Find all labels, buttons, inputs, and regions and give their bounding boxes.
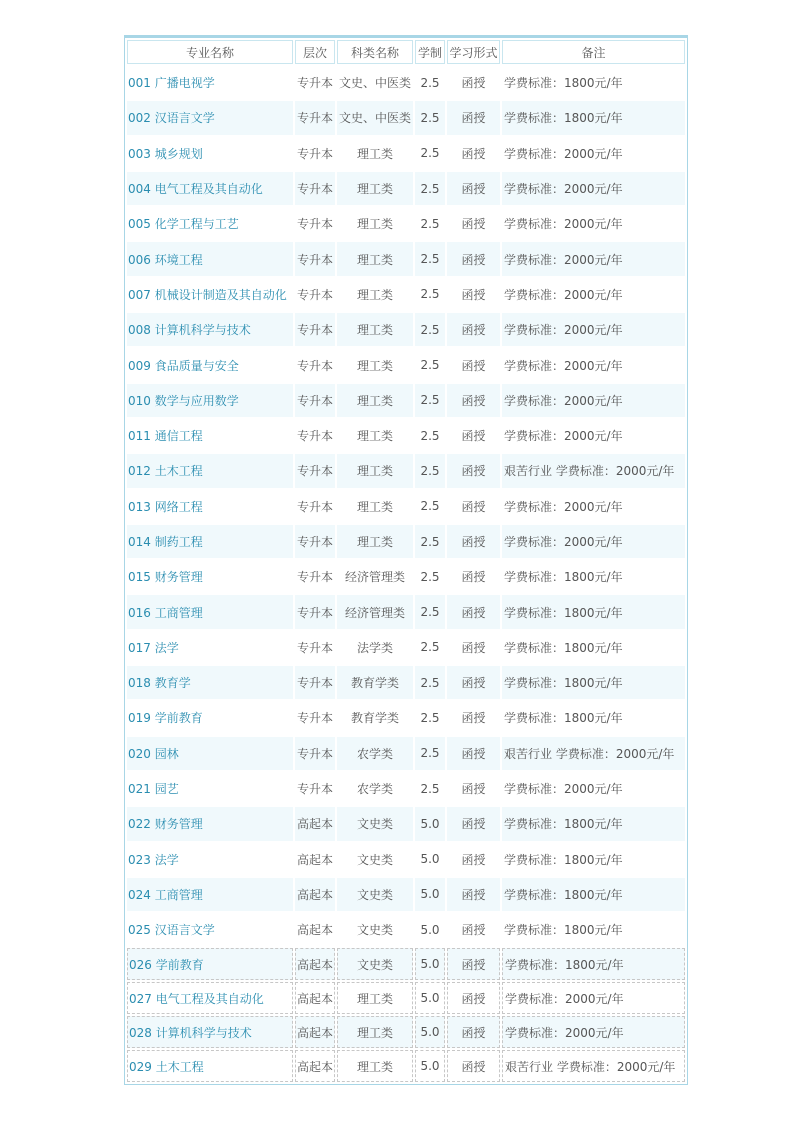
major-name-link[interactable]: 024 工商管理 bbox=[127, 878, 293, 911]
level-cell: 专升本 bbox=[296, 570, 333, 585]
study-mode-cell: 函授 bbox=[447, 1016, 500, 1048]
program-table bbox=[125, 38, 687, 1084]
level-cell: 专升本 bbox=[296, 358, 333, 373]
remarks-cell: 学费标准：1800元/年 bbox=[502, 101, 685, 134]
remarks-cell: 学费标准：2000元/年 bbox=[502, 384, 685, 417]
duration-cell: 5.0 bbox=[420, 852, 440, 867]
major-name-link[interactable]: 002 汉语言文学 bbox=[127, 101, 293, 134]
major-name-link[interactable]: 004 电气工程及其自动化 bbox=[127, 172, 293, 205]
level-cell: 高起本 bbox=[295, 1016, 335, 1048]
study-mode-cell: 函授 bbox=[461, 429, 486, 444]
study-mode-cell: 函授 bbox=[447, 982, 500, 1014]
category-cell: 理工类 bbox=[337, 454, 413, 487]
study-mode-cell: 函授 bbox=[447, 948, 500, 980]
category-cell: 理工类 bbox=[356, 287, 393, 302]
table-row bbox=[127, 278, 685, 311]
major-name-link[interactable]: 021 园艺 bbox=[128, 782, 179, 797]
table-row bbox=[127, 101, 685, 134]
duration-cell: 2.5 bbox=[420, 710, 440, 725]
major-name-link[interactable]: 011 通信工程 bbox=[128, 429, 203, 444]
duration-cell: 2.5 bbox=[415, 242, 445, 275]
level-cell: 专升本 bbox=[296, 287, 333, 302]
major-name-link[interactable]: 013 网络工程 bbox=[128, 499, 203, 514]
major-name-link[interactable]: 026 学前教育 bbox=[127, 948, 293, 980]
category-cell: 农学类 bbox=[337, 737, 413, 770]
header-major-name: 专业名称 bbox=[127, 40, 293, 64]
table-row bbox=[127, 595, 685, 628]
table-header-row bbox=[127, 40, 685, 64]
table-row bbox=[127, 807, 685, 840]
duration-cell: 2.5 bbox=[420, 75, 440, 90]
duration-cell: 2.5 bbox=[415, 384, 445, 417]
category-cell: 理工类 bbox=[337, 242, 413, 275]
duration-cell: 2.5 bbox=[420, 358, 440, 373]
study-mode-cell: 函授 bbox=[447, 525, 500, 558]
category-cell: 文史类 bbox=[337, 807, 413, 840]
program-table-container bbox=[124, 35, 688, 1085]
study-mode-cell: 函授 bbox=[461, 76, 486, 91]
major-name-link[interactable]: 007 机械设计制造及其自动化 bbox=[128, 287, 287, 302]
level-cell: 专升本 bbox=[296, 782, 333, 797]
level-cell: 高起本 bbox=[296, 852, 333, 867]
remarks-cell: 学费标准：1800元/年 bbox=[504, 711, 623, 726]
duration-cell: 5.0 bbox=[415, 807, 445, 840]
table-row bbox=[127, 172, 685, 205]
study-mode-cell: 函授 bbox=[447, 595, 500, 628]
level-cell: 高起本 bbox=[295, 807, 335, 840]
category-cell: 理工类 bbox=[356, 358, 393, 373]
table-row bbox=[127, 419, 685, 452]
major-name-link[interactable]: 029 土木工程 bbox=[127, 1050, 293, 1082]
duration-cell: 2.5 bbox=[415, 595, 445, 628]
major-name-link[interactable]: 018 教育学 bbox=[127, 666, 293, 699]
study-mode-cell: 函授 bbox=[447, 807, 500, 840]
level-cell: 专升本 bbox=[295, 384, 335, 417]
study-mode-cell: 函授 bbox=[447, 454, 500, 487]
major-name-link[interactable]: 016 工商管理 bbox=[127, 595, 293, 628]
table-row bbox=[127, 348, 685, 381]
remarks-cell: 学费标准：1800元/年 bbox=[504, 640, 623, 655]
category-cell: 法学类 bbox=[356, 640, 393, 655]
study-mode-cell: 函授 bbox=[447, 313, 500, 346]
remarks-cell: 学费标准：1800元/年 bbox=[502, 595, 685, 628]
remarks-cell: 学费标准：2000元/年 bbox=[502, 313, 685, 346]
study-mode-cell: 函授 bbox=[447, 101, 500, 134]
remarks-cell: 学费标准：1800元/年 bbox=[502, 807, 685, 840]
study-mode-cell: 函授 bbox=[447, 242, 500, 275]
duration-cell: 2.5 bbox=[420, 146, 440, 161]
category-cell: 经济管理类 bbox=[344, 570, 405, 585]
study-mode-cell: 函授 bbox=[461, 782, 486, 797]
level-cell: 专升本 bbox=[295, 313, 335, 346]
level-cell: 专升本 bbox=[295, 525, 335, 558]
category-cell: 理工类 bbox=[337, 982, 413, 1014]
study-mode-cell: 函授 bbox=[461, 499, 486, 514]
remarks-cell: 学费标准：2000元/年 bbox=[504, 146, 623, 161]
duration-cell: 2.5 bbox=[415, 737, 445, 770]
category-cell: 教育学类 bbox=[350, 711, 399, 726]
table-row bbox=[127, 701, 685, 734]
remarks-cell: 学费标准：1800元/年 bbox=[502, 878, 685, 911]
remarks-cell: 学费标准：1800元/年 bbox=[502, 666, 685, 699]
category-cell: 农学类 bbox=[356, 782, 393, 797]
category-cell: 理工类 bbox=[356, 146, 393, 161]
category-cell: 文史类 bbox=[356, 852, 393, 867]
category-cell: 文史、中医类 bbox=[338, 76, 411, 91]
table-row bbox=[127, 982, 685, 1014]
header-category: 科类名称 bbox=[337, 40, 413, 64]
level-cell: 专升本 bbox=[296, 429, 333, 444]
duration-cell: 2.5 bbox=[415, 172, 445, 205]
table-row bbox=[127, 560, 685, 593]
category-cell: 文史、中医类 bbox=[337, 101, 413, 134]
table-row bbox=[127, 666, 685, 699]
major-name-link[interactable]: 008 计算机科学与技术 bbox=[127, 313, 293, 346]
header-duration: 学制 bbox=[415, 40, 445, 64]
table-row bbox=[127, 384, 685, 417]
header-study-mode: 学习形式 bbox=[447, 40, 500, 64]
table-row bbox=[127, 772, 685, 805]
major-name-link[interactable]: 028 计算机科学与技术 bbox=[127, 1016, 293, 1048]
duration-cell: 5.0 bbox=[420, 922, 440, 937]
remarks-cell: 学费标准：2000元/年 bbox=[502, 242, 685, 275]
major-name-link[interactable]: 025 汉语言文学 bbox=[128, 923, 215, 938]
major-name-link[interactable]: 005 化学工程与工艺 bbox=[128, 217, 239, 232]
major-name-link[interactable]: 020 园林 bbox=[127, 737, 293, 770]
table-row bbox=[127, 1016, 685, 1048]
level-cell: 专升本 bbox=[295, 666, 335, 699]
level-cell: 专升本 bbox=[296, 711, 333, 726]
study-mode-cell: 函授 bbox=[461, 852, 486, 867]
category-cell: 理工类 bbox=[337, 384, 413, 417]
table-body bbox=[127, 66, 685, 1082]
duration-cell: 2.5 bbox=[420, 287, 440, 302]
level-cell: 高起本 bbox=[296, 923, 333, 938]
table-row bbox=[127, 66, 685, 99]
level-cell: 专升本 bbox=[296, 76, 333, 91]
study-mode-cell: 函授 bbox=[461, 570, 486, 585]
category-cell: 文史类 bbox=[337, 878, 413, 911]
major-name-link[interactable]: 001 广播电视学 bbox=[128, 76, 215, 91]
table-row bbox=[127, 878, 685, 911]
level-cell: 专升本 bbox=[296, 146, 333, 161]
duration-cell: 5.0 bbox=[415, 1016, 445, 1048]
duration-cell: 2.5 bbox=[420, 569, 440, 584]
remarks-cell: 学费标准：2000元/年 bbox=[504, 217, 623, 232]
study-mode-cell: 函授 bbox=[447, 666, 500, 699]
remarks-cell: 学费标准：2000元/年 bbox=[502, 525, 685, 558]
duration-cell: 5.0 bbox=[415, 948, 445, 980]
major-name-link[interactable]: 009 食品质量与安全 bbox=[128, 358, 239, 373]
duration-cell: 2.5 bbox=[415, 666, 445, 699]
category-cell: 理工类 bbox=[337, 1016, 413, 1048]
major-name-link[interactable]: 015 财务管理 bbox=[128, 570, 203, 585]
level-cell: 高起本 bbox=[295, 948, 335, 980]
duration-cell: 5.0 bbox=[415, 878, 445, 911]
table-row bbox=[127, 1050, 685, 1082]
level-cell: 专升本 bbox=[296, 217, 333, 232]
major-name-link[interactable]: 027 电气工程及其自动化 bbox=[127, 982, 293, 1014]
remarks-cell: 学费标准：2000元/年 bbox=[502, 982, 685, 1014]
category-cell: 理工类 bbox=[356, 499, 393, 514]
major-name-link[interactable]: 010 数学与应用数学 bbox=[127, 384, 293, 417]
major-name-link[interactable]: 003 城乡规划 bbox=[128, 146, 203, 161]
major-name-link[interactable]: 019 学前教育 bbox=[128, 711, 203, 726]
duration-cell: 2.5 bbox=[420, 781, 440, 796]
duration-cell: 2.5 bbox=[420, 216, 440, 231]
table-row bbox=[127, 313, 685, 346]
level-cell: 高起本 bbox=[295, 982, 335, 1014]
study-mode-cell: 函授 bbox=[461, 358, 486, 373]
table-row bbox=[127, 242, 685, 275]
category-cell: 理工类 bbox=[337, 1050, 413, 1082]
remarks-cell: 学费标准：1800元/年 bbox=[504, 570, 623, 585]
remarks-cell: 艰苦行业 学费标准：2000元/年 bbox=[502, 737, 685, 770]
remarks-cell: 学费标准：1800元/年 bbox=[504, 76, 623, 91]
category-cell: 理工类 bbox=[356, 217, 393, 232]
duration-cell: 5.0 bbox=[415, 982, 445, 1014]
table-row bbox=[127, 490, 685, 523]
study-mode-cell: 函授 bbox=[447, 172, 500, 205]
level-cell: 专升本 bbox=[295, 172, 335, 205]
duration-cell: 2.5 bbox=[420, 428, 440, 443]
study-mode-cell: 函授 bbox=[461, 923, 486, 938]
study-mode-cell: 函授 bbox=[461, 287, 486, 302]
level-cell: 高起本 bbox=[295, 1050, 335, 1082]
duration-cell: 5.0 bbox=[415, 1050, 445, 1082]
table-row bbox=[127, 631, 685, 664]
category-cell: 理工类 bbox=[337, 172, 413, 205]
table-row bbox=[127, 137, 685, 170]
major-name-link[interactable]: 017 法学 bbox=[128, 640, 179, 655]
major-name-link[interactable]: 022 财务管理 bbox=[127, 807, 293, 840]
duration-cell: 2.5 bbox=[415, 454, 445, 487]
remarks-cell: 学费标准：1800元/年 bbox=[504, 852, 623, 867]
study-mode-cell: 函授 bbox=[461, 711, 486, 726]
remarks-cell: 艰苦行业 学费标准：2000元/年 bbox=[502, 454, 685, 487]
remarks-cell: 学费标准：1800元/年 bbox=[502, 948, 685, 980]
duration-cell: 2.5 bbox=[415, 313, 445, 346]
remarks-cell: 学费标准：1800元/年 bbox=[504, 923, 623, 938]
remarks-cell: 学费标准：2000元/年 bbox=[504, 358, 623, 373]
table-row bbox=[127, 525, 685, 558]
study-mode-cell: 函授 bbox=[447, 384, 500, 417]
remarks-cell: 艰苦行业 学费标准：2000元/年 bbox=[502, 1050, 685, 1082]
duration-cell: 2.5 bbox=[415, 101, 445, 134]
category-cell: 文史类 bbox=[356, 923, 393, 938]
level-cell: 专升本 bbox=[295, 242, 335, 275]
study-mode-cell: 函授 bbox=[461, 146, 486, 161]
study-mode-cell: 函授 bbox=[447, 737, 500, 770]
category-cell: 教育学类 bbox=[337, 666, 413, 699]
major-name-link[interactable]: 023 法学 bbox=[128, 852, 179, 867]
study-mode-cell: 函授 bbox=[447, 1050, 500, 1082]
table-row bbox=[127, 948, 685, 980]
category-cell: 文史类 bbox=[337, 948, 413, 980]
study-mode-cell: 函授 bbox=[447, 878, 500, 911]
level-cell: 高起本 bbox=[295, 878, 335, 911]
table-row bbox=[127, 843, 685, 876]
level-cell: 专升本 bbox=[295, 595, 335, 628]
level-cell: 专升本 bbox=[295, 454, 335, 487]
category-cell: 经济管理类 bbox=[337, 595, 413, 628]
category-cell: 理工类 bbox=[337, 525, 413, 558]
table-row bbox=[127, 454, 685, 487]
table-row bbox=[127, 737, 685, 770]
level-cell: 专升本 bbox=[296, 640, 333, 655]
duration-cell: 2.5 bbox=[420, 640, 440, 655]
remarks-cell: 学费标准：2000元/年 bbox=[502, 172, 685, 205]
level-cell: 专升本 bbox=[295, 737, 335, 770]
level-cell: 专升本 bbox=[296, 499, 333, 514]
remarks-cell: 学费标准：2000元/年 bbox=[504, 499, 623, 514]
major-name-link[interactable]: 012 土木工程 bbox=[127, 454, 293, 487]
table-row bbox=[127, 913, 685, 946]
major-name-link[interactable]: 006 环境工程 bbox=[127, 242, 293, 275]
header-level: 层次 bbox=[295, 40, 335, 64]
duration-cell: 2.5 bbox=[420, 499, 440, 514]
duration-cell: 2.5 bbox=[415, 525, 445, 558]
remarks-cell: 学费标准：2000元/年 bbox=[504, 287, 623, 302]
remarks-cell: 学费标准：2000元/年 bbox=[504, 782, 623, 797]
category-cell: 理工类 bbox=[337, 313, 413, 346]
major-name-link[interactable]: 014 制药工程 bbox=[127, 525, 293, 558]
remarks-cell: 学费标准：2000元/年 bbox=[504, 429, 623, 444]
study-mode-cell: 函授 bbox=[461, 217, 486, 232]
category-cell: 理工类 bbox=[356, 429, 393, 444]
level-cell: 专升本 bbox=[295, 101, 335, 134]
header-remarks: 备注 bbox=[502, 40, 685, 64]
study-mode-cell: 函授 bbox=[461, 640, 486, 655]
remarks-cell: 学费标准：2000元/年 bbox=[502, 1016, 685, 1048]
table-row bbox=[127, 207, 685, 240]
